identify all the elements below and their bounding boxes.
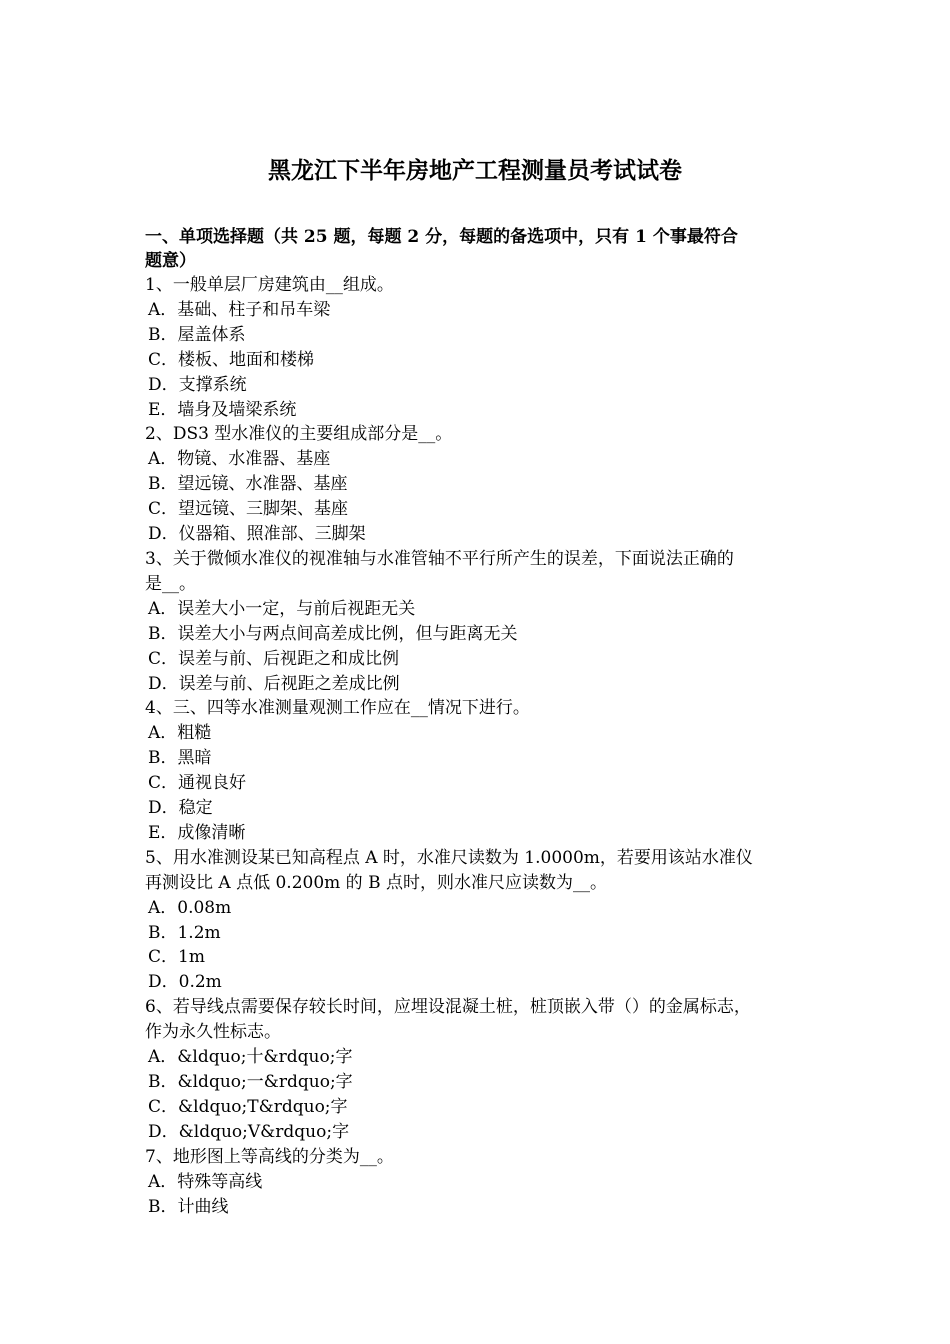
option: C．楼板、地面和楼梯 bbox=[148, 349, 315, 370]
option: B．1.2m bbox=[148, 922, 221, 943]
section-heading bbox=[145, 225, 815, 273]
option: D．稳定 bbox=[148, 798, 213, 819]
question-text: 4、三、四等水准测量观测工作应在__情况下进行。 bbox=[145, 698, 530, 719]
question-6 bbox=[145, 995, 825, 1144]
option: C．望远镜、三脚架、基座 bbox=[148, 499, 349, 520]
option: E．墙身及墙梁系统 bbox=[148, 399, 297, 420]
option: C．&ldquo;T&rdquo;字 bbox=[148, 1096, 348, 1117]
option: C．通视良好 bbox=[148, 773, 247, 794]
option: C．1m bbox=[148, 947, 205, 968]
question-text: 6、若导线点需要保存较长时间，应埋设混凝土桩，桩顶嵌入带（）的金属标志， bbox=[145, 997, 751, 1018]
option: A．&ldquo;十&rdquo;字 bbox=[148, 1047, 353, 1068]
option: D．支撑系统 bbox=[148, 374, 247, 395]
option: B．屋盖体系 bbox=[148, 324, 246, 345]
question-text: 2、DS3 型水准仪的主要组成部分是__。 bbox=[145, 424, 453, 445]
option: A．特殊等高线 bbox=[148, 1171, 263, 1192]
option: B．望远镜、水准器、基座 bbox=[148, 474, 348, 495]
question-7 bbox=[145, 1145, 825, 1220]
option: A．粗糙 bbox=[148, 723, 212, 744]
question-5 bbox=[145, 846, 825, 995]
question-text: 再测设比 A 点低 0.200m 的 B 点时，则水准尺应读数为__。 bbox=[145, 872, 607, 893]
option: A．误差大小一定，与前后视距无关 bbox=[148, 598, 416, 619]
question-text: 5、用水准测设某已知高程点 A 时，水准尺读数为 1.0000m，若要用该站水准仪 bbox=[145, 847, 753, 868]
option: D．0.2m bbox=[148, 972, 222, 993]
question-text: 是__。 bbox=[145, 573, 196, 594]
question-2 bbox=[145, 422, 825, 547]
option: B．误差大小与两点间高差成比例，但与距离无关 bbox=[148, 623, 518, 644]
option: B．黑暗 bbox=[148, 748, 212, 769]
option: A．基础、柱子和吊车梁 bbox=[148, 299, 331, 320]
question-text: 3、关于微倾水准仪的视准轴与水准管轴不平行所产生的误差，下面说法正确的 bbox=[145, 548, 734, 569]
section-heading-line: 一、单项选择题（共 25 题，每题 2 分，每题的备选项中，只有 1 个事最符合 bbox=[145, 227, 738, 247]
option: A．0.08m bbox=[148, 897, 232, 918]
question-4 bbox=[145, 696, 825, 845]
question-text: 作为永久性标志。 bbox=[145, 1022, 281, 1043]
option: D．&ldquo;V&rdquo;字 bbox=[148, 1121, 350, 1142]
question-text: 7、地形图上等高线的分类为__。 bbox=[145, 1146, 394, 1167]
document-title: 黑龙江下半年房地产工程测量员考试试卷 bbox=[268, 157, 682, 184]
option: D．误差与前、后视距之差成比例 bbox=[148, 673, 400, 694]
option: E．成像清晰 bbox=[148, 822, 246, 843]
option: B．计曲线 bbox=[148, 1196, 229, 1217]
question-list bbox=[145, 273, 825, 1219]
option: A．物镜、水准器、基座 bbox=[148, 449, 331, 470]
question-1 bbox=[145, 273, 825, 422]
option: D．仪器箱、照准部、三脚架 bbox=[148, 524, 366, 545]
section-heading-line: 题意） bbox=[145, 251, 196, 271]
option: B．&ldquo;一&rdquo;字 bbox=[148, 1072, 353, 1092]
question-text: 1、一般单层厂房建筑由__组成。 bbox=[145, 275, 394, 295]
question-3 bbox=[145, 547, 825, 696]
option: C．误差与前、后视距之和成比例 bbox=[148, 648, 400, 669]
